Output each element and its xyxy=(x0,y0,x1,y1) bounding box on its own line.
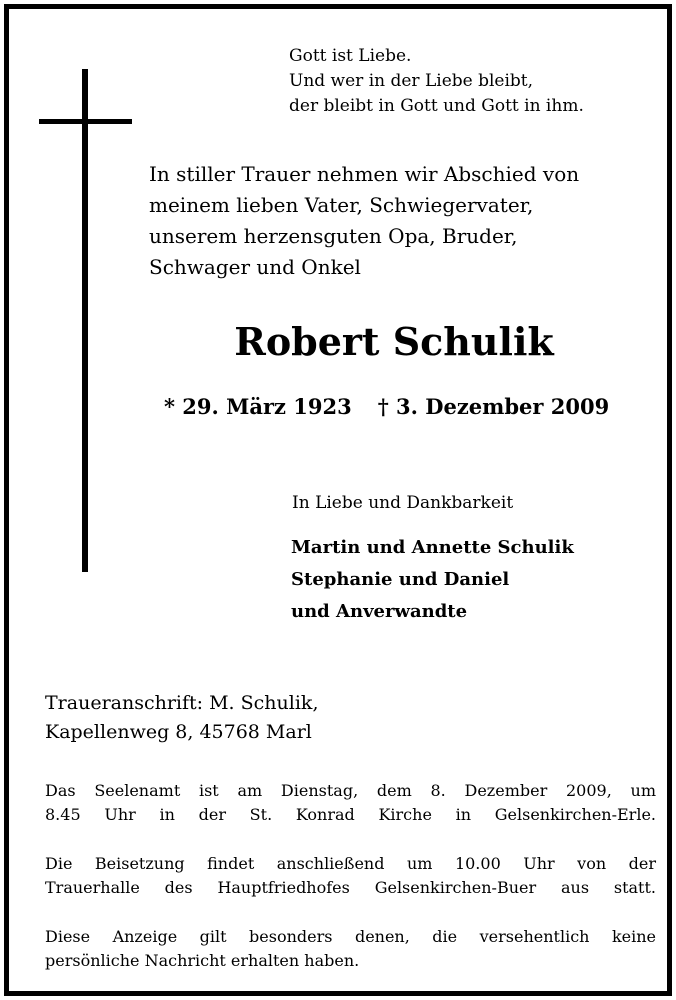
verse-line: Gott ist Liebe. xyxy=(289,46,412,66)
notice-line: persönliche Nachricht erhalten haben. xyxy=(45,951,360,970)
mourner-name: Martin und Annette Schulik xyxy=(291,537,574,558)
mourner-name: Stephanie und Daniel xyxy=(291,569,510,590)
verse-line: der bleibt in Gott und Gott in ihm. xyxy=(289,96,584,116)
requiem-notice xyxy=(45,779,656,827)
obituary-frame xyxy=(4,4,672,996)
address-line: Kapellenweg 8, 45768 Marl xyxy=(45,721,312,743)
notice-line: Die Beisetzung findet anschließend um 10.00 Uhr von der xyxy=(45,854,656,873)
burial-notice xyxy=(45,852,656,900)
notice-line: Diese Anzeige gilt besonders denen, die versehentlich keine xyxy=(45,927,656,946)
mourners-intro: In Liebe und Dankbarkeit xyxy=(292,493,514,513)
mourning-address xyxy=(45,689,318,747)
mourners-names xyxy=(291,532,574,628)
deceased-name: Robert Schulik xyxy=(234,319,554,364)
intro-line: Schwager und Onkel xyxy=(149,255,361,279)
birth-date: * 29. März 1923 xyxy=(164,394,352,419)
mourner-name: und Anverwandte xyxy=(291,601,468,622)
intro-line: In stiller Trauer nehmen wir Abschied von xyxy=(149,162,580,186)
notice-line: 8.45 Uhr in der St. Konrad Kirche in Gelsenkirchen-Erle. xyxy=(45,805,656,824)
life-dates xyxy=(164,392,609,422)
intro-line: unserem herzensguten Opa, Bruder, xyxy=(149,224,518,248)
bible-verse xyxy=(289,44,584,119)
notice-line: Trauerhalle des Hauptfriedhofes Gelsenkirchen-Buer aus statt. xyxy=(45,878,656,897)
death-date: † 3. Dezember 2009 xyxy=(377,394,610,419)
mourning-intro xyxy=(149,159,579,283)
cross-icon-vertical-bar xyxy=(82,69,88,572)
notice-line: Das Seelenamt ist am Dienstag, dem 8. Dezember 2009, um xyxy=(45,781,656,800)
address-line: Traueranschrift: M. Schulik, xyxy=(45,692,319,714)
verse-line: Und wer in der Liebe bleibt, xyxy=(289,71,534,91)
closing-notice xyxy=(45,925,656,973)
cross-icon-horizontal-bar xyxy=(39,119,132,124)
intro-line: meinem lieben Vater, Schwiegervater, xyxy=(149,193,534,217)
